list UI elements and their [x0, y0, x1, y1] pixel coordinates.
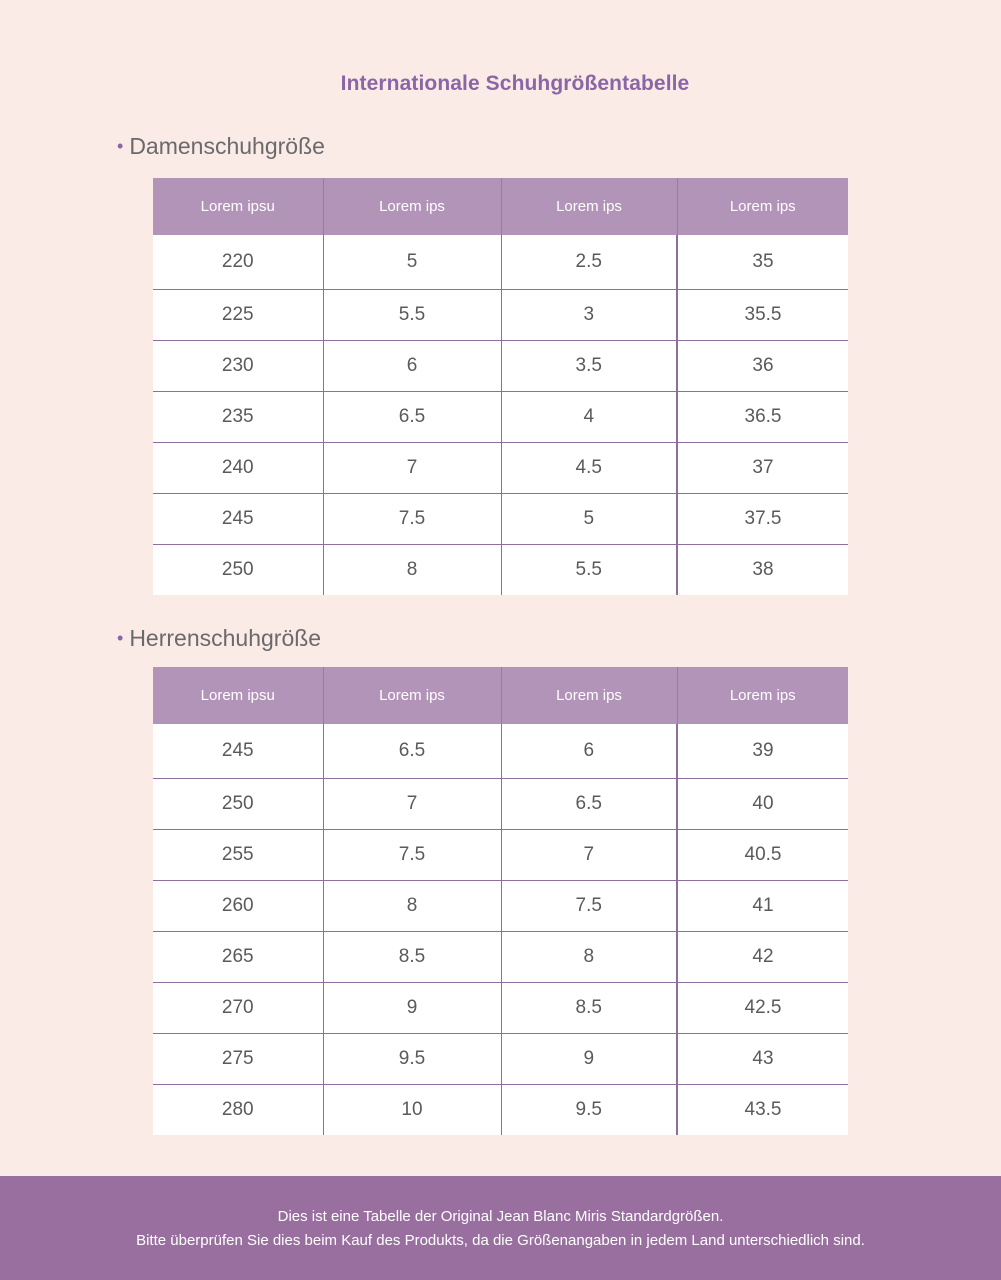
- table-cell: 275: [153, 1034, 323, 1085]
- column-header: Lorem ips: [501, 178, 677, 235]
- table-row: [153, 443, 848, 494]
- table-cell: 37.5: [677, 494, 848, 545]
- table-cell: 39: [752, 740, 774, 761]
- table-cell: 9.5: [501, 1085, 677, 1136]
- column-header: Lorem ipsu: [153, 667, 323, 724]
- table-cell: 270: [153, 983, 323, 1034]
- table-cell: 240: [153, 443, 323, 494]
- footer-line-2: Bitte überprüfen Sie dies beim Kauf des Produkts, da die Größenangaben in jedem Land unterschiedlich sind.: [136, 1232, 865, 1249]
- column-header: Lorem ips: [501, 667, 677, 724]
- table-cell: 8.5: [323, 932, 501, 983]
- table-cell: 7.5: [323, 830, 501, 881]
- women-section-heading: [117, 133, 325, 160]
- table-row: [153, 1085, 848, 1136]
- table-row: [153, 830, 848, 881]
- table-cell: 5: [323, 235, 501, 290]
- table-cell: 40: [677, 779, 848, 830]
- footer-line-1: Dies ist eine Tabelle der Original Jean Blanc Miris Standardgrößen.: [277, 1208, 724, 1225]
- table-cell: 4.5: [501, 443, 677, 494]
- table-cell: 42.5: [677, 983, 848, 1034]
- table-row: [153, 932, 848, 983]
- table-cell: 7: [501, 830, 677, 881]
- table-cell: 5.5: [501, 545, 677, 596]
- table-cell: 38: [677, 545, 848, 596]
- men-heading-label: Herrenschuhgröße: [129, 625, 322, 651]
- table-cell: 41: [677, 881, 848, 932]
- table-cell: 245: [153, 494, 323, 545]
- table-cell: 42: [677, 932, 848, 983]
- table-cell: 6.5: [501, 779, 677, 830]
- table-cell: 9.5: [323, 1034, 501, 1085]
- bullet-icon: •: [117, 136, 124, 156]
- table-row: [153, 983, 848, 1034]
- table-cell: 230: [153, 341, 323, 392]
- table-cell: 35: [752, 251, 774, 272]
- table-cell: 43.5: [677, 1085, 848, 1136]
- table-cell: 250: [153, 545, 323, 596]
- table-cell: 225: [153, 290, 323, 341]
- table-cell: 9: [501, 1034, 677, 1085]
- women-heading-label: Damenschuhgröße: [129, 133, 325, 159]
- table-cell: 7: [323, 779, 501, 830]
- column-header: Lorem ips: [677, 667, 848, 724]
- table-cell: 6.5: [323, 724, 501, 779]
- table-cell: 8: [323, 545, 501, 596]
- table-cell: 3: [501, 290, 677, 341]
- table-cell: 43: [677, 1034, 848, 1085]
- table-row: [153, 545, 848, 596]
- table-row: [153, 779, 848, 830]
- table-cell: 280: [153, 1085, 323, 1136]
- bullet-icon: •: [117, 628, 124, 648]
- men-section-heading: [117, 625, 321, 652]
- table-cell: 5: [501, 494, 677, 545]
- table-cell: 255: [153, 830, 323, 881]
- table-cell: 10: [323, 1085, 501, 1136]
- table-cell: 9: [323, 983, 501, 1034]
- men-size-table: [153, 667, 848, 1135]
- table-header-row: [153, 667, 848, 724]
- table-row: [153, 341, 848, 392]
- table-header-row: [153, 178, 848, 235]
- table-row: [153, 881, 848, 932]
- table-cell: 235: [153, 392, 323, 443]
- column-header: Lorem ipsu: [153, 178, 323, 235]
- table-cell: 245: [153, 724, 323, 779]
- column-header: Lorem ips: [323, 178, 501, 235]
- table-row: [153, 290, 848, 341]
- table-cell: 2.5: [501, 235, 677, 290]
- table-cell: 260: [153, 881, 323, 932]
- table-row: [153, 392, 848, 443]
- women-size-table: [153, 178, 848, 595]
- table-cell: 265: [153, 932, 323, 983]
- table-cell: 8: [323, 881, 501, 932]
- table-cell: 7.5: [323, 494, 501, 545]
- footer-banner: [0, 1176, 1001, 1280]
- table-cell: 4: [501, 392, 677, 443]
- table-cell: 36.5: [677, 392, 848, 443]
- table-cell: 8: [501, 932, 677, 983]
- table-row: [153, 494, 848, 545]
- table-cell: 37: [677, 443, 848, 494]
- table-cell: 7.5: [501, 881, 677, 932]
- page-title: Internationale Schuhgrößentabelle: [340, 72, 690, 95]
- table-cell: 5.5: [323, 290, 501, 341]
- table-cell: 35.5: [677, 290, 848, 341]
- table-cell: 3.5: [501, 341, 677, 392]
- table-row: [153, 235, 848, 290]
- table-cell: 6.5: [323, 392, 501, 443]
- table-row: [153, 1034, 848, 1085]
- table-cell: 8.5: [501, 983, 677, 1034]
- table-cell: 6: [323, 341, 501, 392]
- table-cell: 6: [501, 724, 677, 779]
- table-cell: 40.5: [677, 830, 848, 881]
- column-header: Lorem ips: [677, 178, 848, 235]
- table-cell: 220: [153, 235, 323, 290]
- table-cell: 7: [323, 443, 501, 494]
- column-header: Lorem ips: [323, 667, 501, 724]
- table-row: [153, 724, 848, 779]
- table-cell: 36: [677, 341, 848, 392]
- table-cell: 250: [153, 779, 323, 830]
